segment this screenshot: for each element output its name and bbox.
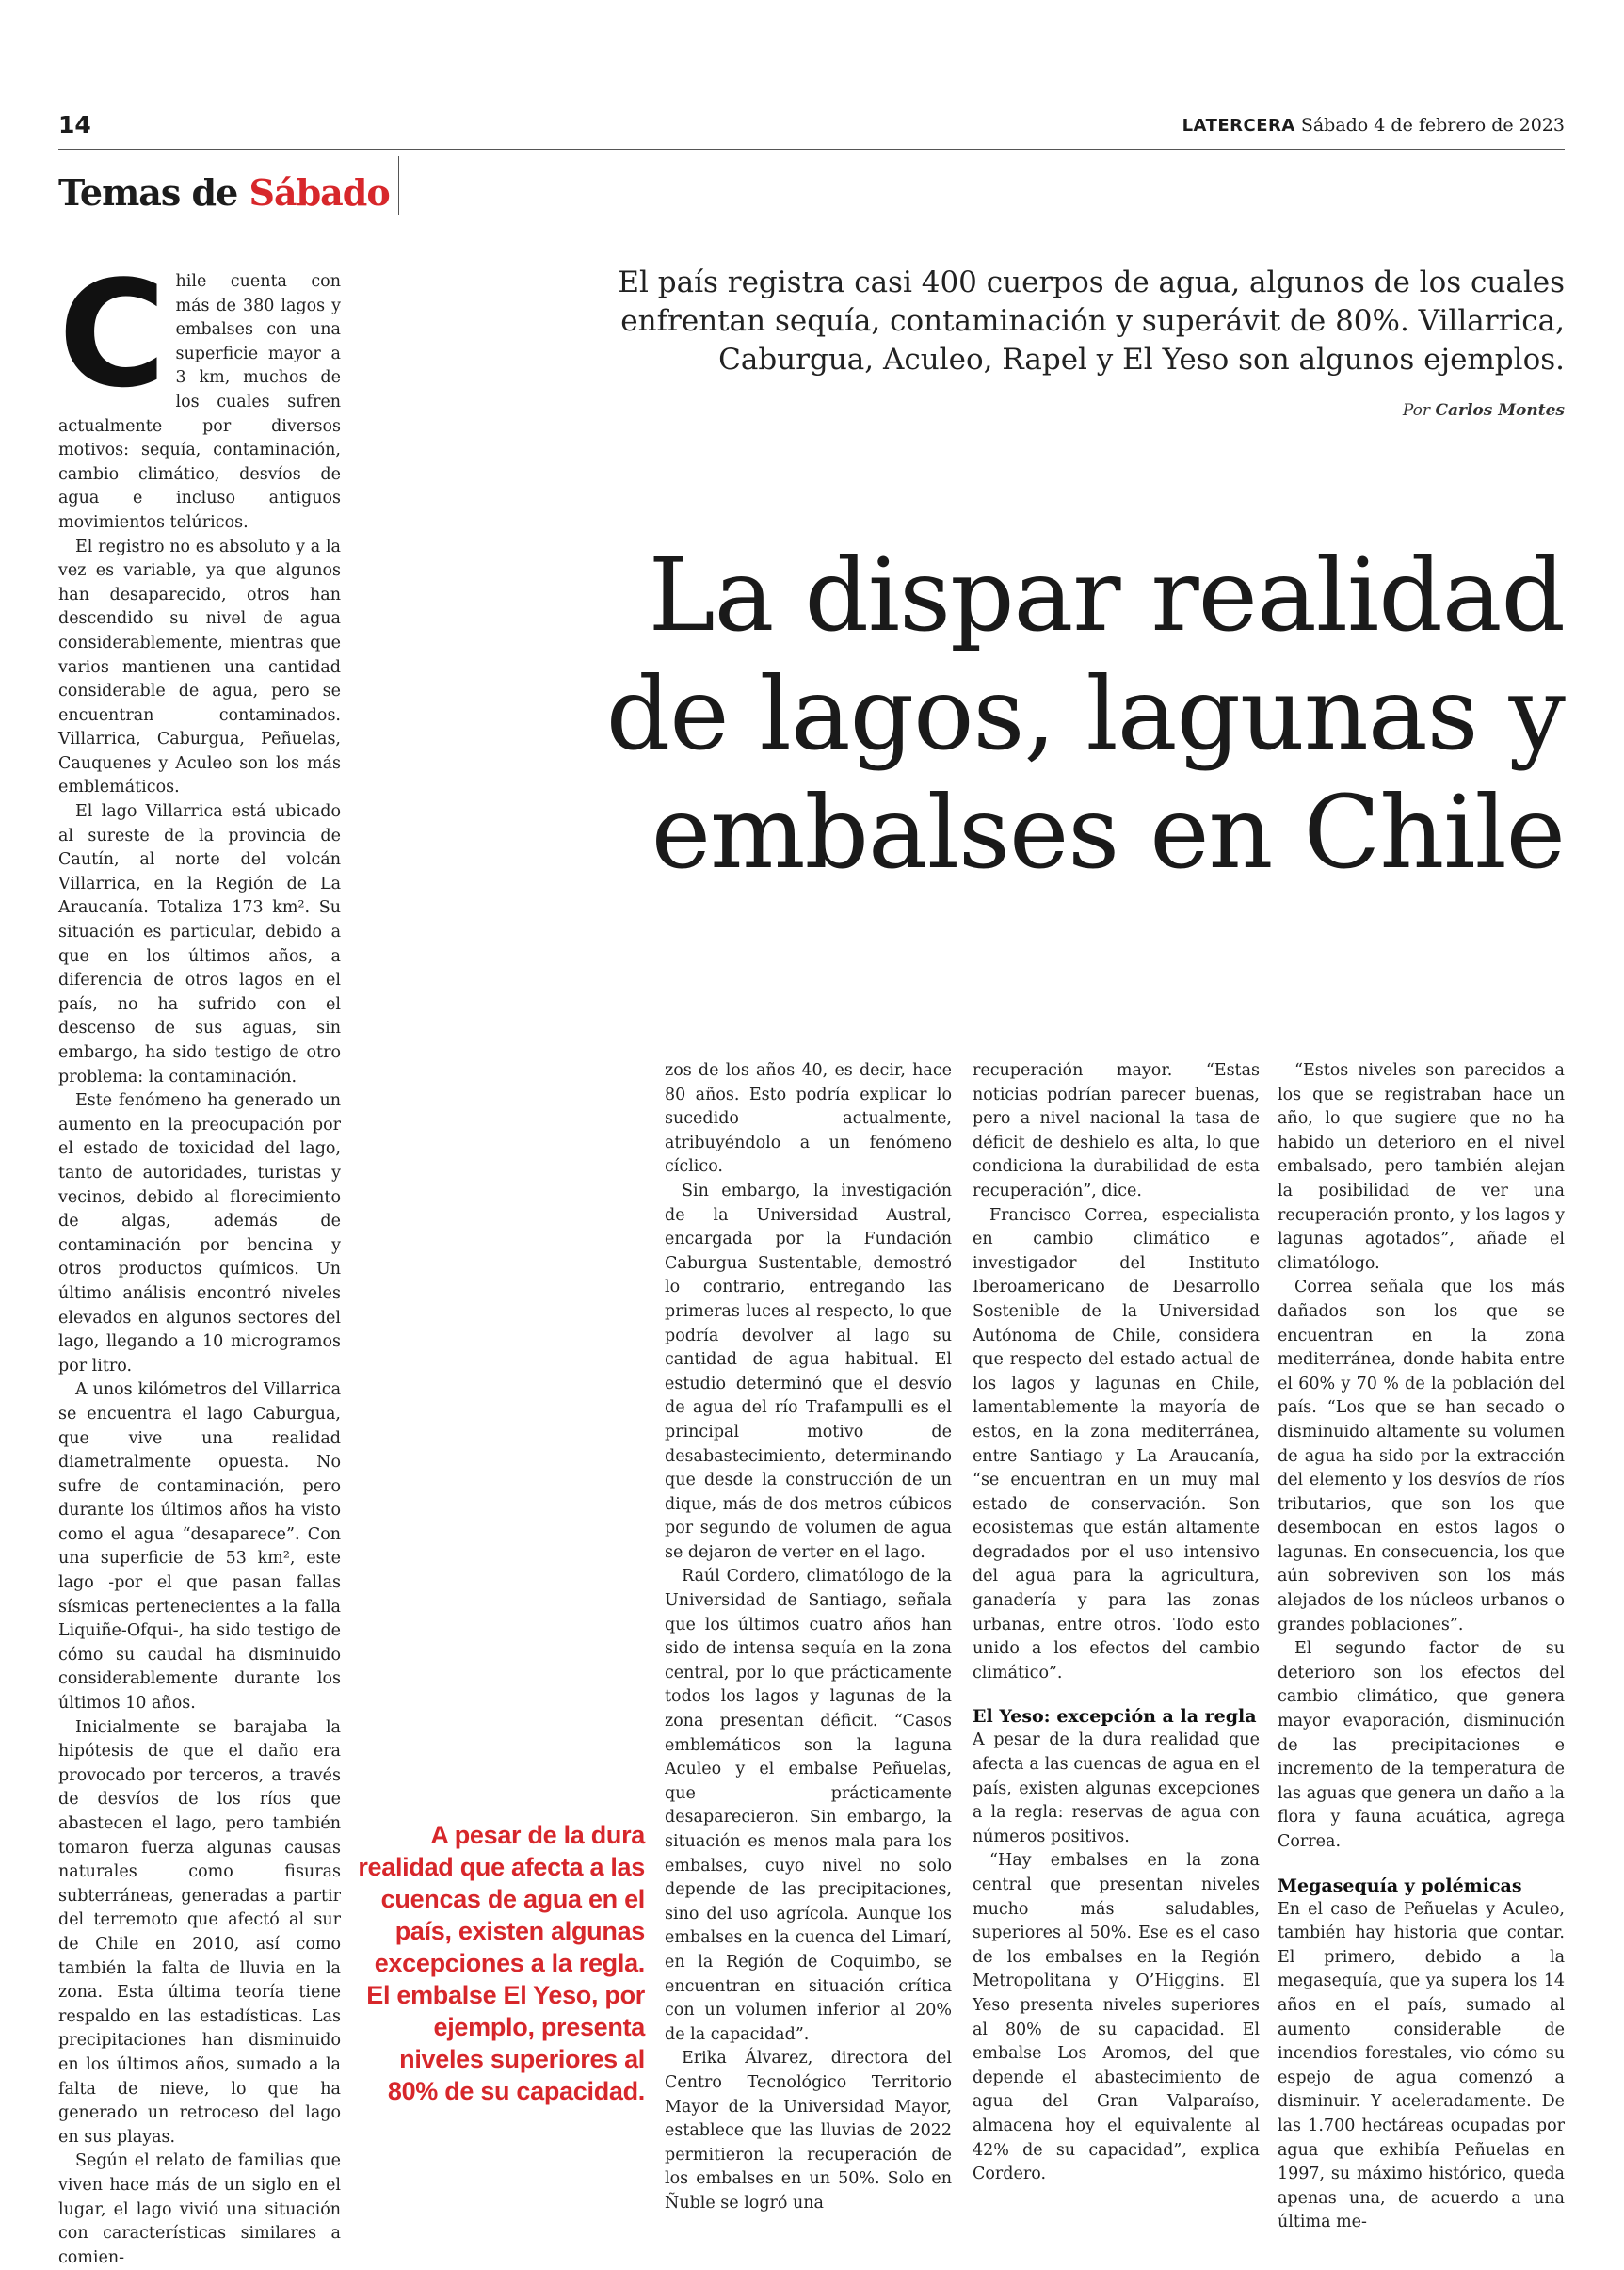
paragraph: En el caso de Peñuelas y Aculeo, también hay historia que contar. El primero, debido a la megasequía, que ya supera los 14 años en el país, sumado al aumento considerable de incendios forestales, vio cómo su espejo de agua comenzó a disminuir. Y aceleradamente. De las 1.700 hectáreas ocupadas por agua que exhibía Peñuelas en 1997, su máximo histórico, queda apenas una, de acuerdo a una última me- bbox=[1278, 1899, 1565, 2232]
article-deck: El país registra casi 400 cuerpos de agua, algunos de los cuales enfrentan sequía, contaminación y superávit de 80%. Villarrica, Caburgua, Aculeo, Rapel y El Yeso son algunos ejemplos. bbox=[618, 266, 1565, 377]
page-number: 14 bbox=[58, 111, 91, 138]
paragraph: Este fenómeno ha generado un aumento en la preocupación por el estado de toxicidad del lago, tanto de autoridades, turistas y vecinos, debido al florecimiento de algas, además de contaminación por bencina y otros productos químicos. Un último análisis encontró niveles elevados en algunos sectores del lago, llegando a 10 microgramos por litro. bbox=[58, 1091, 341, 1376]
byline-prefix: Por bbox=[1402, 401, 1431, 420]
paragraph: Raúl Cordero, climatólogo de la Universidad de Santiago, señala que los últimos cuatro años han sido de intensa sequía en la zona central, por lo que prácticamente todos los lagos y lagunas de la zona presentan déficit. “Casos emblemáticos son la laguna Aculeo y el embalse Peñuelas, que prácticamente desaparecieron. Sin embargo, la situación es menos mala para los embalses, cuyo nivel no solo depende de las precipitaciones, sino del uso agrícola. Aunque los embalses en la cuenca del Limarí, en la Región de Coquimbo, se encuentran en situación crítica con un volumen inferior al 20% de la capacidad”. bbox=[665, 1567, 952, 2044]
byline bbox=[1403, 401, 1565, 420]
paragraph: “Hay embalses en la zona central que presentan niveles mucho más saludables, superiores al 50%. Ese es el caso de los embalses en la Región Metropolitana y O’Higgins. El Yeso presenta niveles superiores al 80% de su capacidad. El embalse Los Aromos, del que depende el abastecimiento de agua del Gran Valparaíso, almacena hoy el equivalente al 42% de su capacidad”, explica Cordero. bbox=[973, 1851, 1260, 2184]
article-column-4 bbox=[1278, 1059, 1565, 2235]
paragraph: El lago Villarrica está ubicado al sureste de la provincia de Cautín, al norte del volcán Villarrica, en la Región de La Araucanía. Totaliza 173 km². Su situación es particular, debido a que en los últimos años, a diferencia de otros lagos en el país, no ha sufrido con el descenso de sus aguas, sin embargo, ha sido testigo de otro problema: la contaminación. bbox=[58, 802, 341, 1087]
paragraph: Erika Álvarez, directora del Centro Tecnológico Territorio Mayor de la Universidad Mayor, establece que las lluvias de 2022 permitieron la recuperación de los embalses en un 50%. Solo en Ñuble se logró una bbox=[665, 2049, 952, 2213]
dateline bbox=[1182, 115, 1565, 136]
paragraph: Francisco Correa, especialista en cambio climático e investigador del Instituto Iberoamericano de Desarrollo Sostenible de la Universidad Autónoma de Chile, considera que respecto del estado actual de los lagos y lagunas en Chile, lamentablemente la mayoría de estos, en la zona mediterránea, entre Santiago y La Araucanía, “se encuentran en un muy mal estado de conservación. Son ecosistemas que están altamente degradados por el uso intensivo del agua para la agricultura, ganadería y para las zonas urbanas, entre otros. Todo esto unido a los efectos del cambio climático”. bbox=[973, 1205, 1260, 1682]
paragraph: A pesar de la dura realidad que afecta a las cuencas de agua en el país, existen algunas excepciones a la regla: reservas de agua con números positivos. bbox=[973, 1731, 1260, 1846]
section-divider bbox=[398, 156, 399, 215]
section-accent: Sábado bbox=[249, 171, 390, 214]
drop-cap: C bbox=[58, 249, 167, 420]
byline-author: Carlos Montes bbox=[1435, 401, 1565, 420]
pull-quote: A pesar de la dura realidad que afecta a las cuencas de agua en el país, existen algunas excepciones a la regla. El embalse El Yeso, por ejemplo, presenta niveles superiores al 80% de su capacidad. bbox=[358, 1821, 645, 2105]
paragraph: El segundo factor de su deterioro son los efectos del cambio climático, que genera mayor evaporación, disminución de las precipitaciones e incremento de la temperatura de las aguas que genera un daño a la flora y fauna acuática, agrega Correa. bbox=[1278, 1639, 1565, 1851]
header-rule bbox=[58, 149, 1565, 150]
section-title bbox=[58, 171, 390, 214]
article-column-3 bbox=[973, 1059, 1260, 2187]
paragraph: “Estos niveles son parecidos a los que se registraban hace un año, lo que sugiere que no ha habido un deterioro en el nivel embalsado, pero también alejan la posibilidad de ver una recuperación pronto, y los lagos y lagunas agotados”, añade el climatólogo. bbox=[1278, 1061, 1565, 1273]
subheading-el-yeso: El Yeso: excepción a la regla bbox=[973, 1706, 1257, 1728]
subheading-megasequia: Megasequía y polémicas bbox=[1278, 1875, 1522, 1896]
paragraph: hile cuenta con más de 380 lagos y embalses con una superficie mayor a 3 km, muchos de los cuales sufren actualmente por diversos motivos: sequía, contaminación, cambio climático, desvíos de agua e incluso antiguos movimientos telúricos. bbox=[58, 272, 341, 532]
headline: La dispar realidad de lagos, lagunas y embalses en Chile bbox=[605, 538, 1565, 892]
issue-date: Sábado 4 de febrero de 2023 bbox=[1300, 115, 1565, 136]
section-prefix: Temas de bbox=[58, 171, 238, 214]
article-column-1 bbox=[58, 249, 341, 2270]
paragraph: El registro no es absoluto y a la vez es variable, ya que algunos han desaparecido, otros han descendido su nivel de agua considerablemente, mientras que varios mantienen una cantidad considerable de agua, pero se encuentran contaminados. Villarrica, Caburgua, Peñuelas, Cauquenes y Aculeo son los más emblemáticos. bbox=[58, 537, 341, 797]
article-column-2 bbox=[665, 1059, 952, 2216]
newspaper-brand: LATERCERA bbox=[1182, 116, 1295, 136]
paragraph: Correa señala que los más dañados son los que se encuentran en la zona mediterránea, donde habita entre el 60% y 70 % de la población del país. “Los que se han secado o disminuido altamente su volumen de agua ha sido por la extracción del elemento y los desvíos de ríos tributarios, que son los que desembocan en estos lagos o lagunas. En consecuencia, los que aún sobreviven son los más alejados de los núcleos urbanos o grandes poblaciones”. bbox=[1278, 1278, 1565, 1634]
paragraph: recuperación mayor. “Estas noticias podrían parecer buenas, pero a nivel nacional la tasa de déficit de deshielo es alta, lo que condiciona la durabilidad de esta recuperación”, dice. bbox=[973, 1061, 1260, 1200]
paragraph: A unos kilómetros del Villarrica se encuentra el lago Caburgua, que vive una realidad diametralmente opuesta. No sufre de contaminación, pero durante los últimos años ha visto como el agua “desaparece”. Con una superficie de 53 km², este lago -por el que pasan fallas sísmicas pertenecientes a la falla Liquiñe-Ofqui-, ha sido testigo de cómo su caudal ha disminuido considerablemente durante los últimos 10 años. bbox=[58, 1380, 341, 1714]
paragraph: Sin embargo, la investigación de la Universidad Austral, encargada por la Fundación Caburgua Sustentable, demostró lo contrario, entregando las primeras luces al respecto, lo que podría devolver al lago su cantidad de agua habitual. El estudio determinó que el desvío de agua del río Trafampulli es el principal motivo de desabastecimiento, determinando que desde la construcción de un dique, más de dos metros cúbicos por segundo de volumen de agua se dejaron de verter en el lago. bbox=[665, 1181, 952, 1562]
paragraph: Inicialmente se barajaba la hipótesis de que el daño era provocado por terceros, a través de desvíos de los ríos que abastecen el lago, pero también tomaron fuerza algunas causas naturales como fisuras subterráneas, generadas a partir del terremoto que afectó al sur de Chile en 2010, así como también la falta de lluvia en la zona. Esta última teoría tiene respaldo en las estadísticas. Las precipitaciones han disminuido en los últimos años, sumado a la falta de nieve, lo que ha generado un retroceso del lago en sus playas. bbox=[58, 1717, 341, 2147]
paragraph: zos de los años 40, es decir, hace 80 años. Esto podría explicar lo sucedido actualmente, atribuyéndolo a un fenómeno cíclico. bbox=[665, 1061, 952, 1177]
paragraph: Según el relato de familias que viven hace más de un siglo en el lugar, el lago vivió una situación con características similares a comien- bbox=[58, 2151, 341, 2267]
